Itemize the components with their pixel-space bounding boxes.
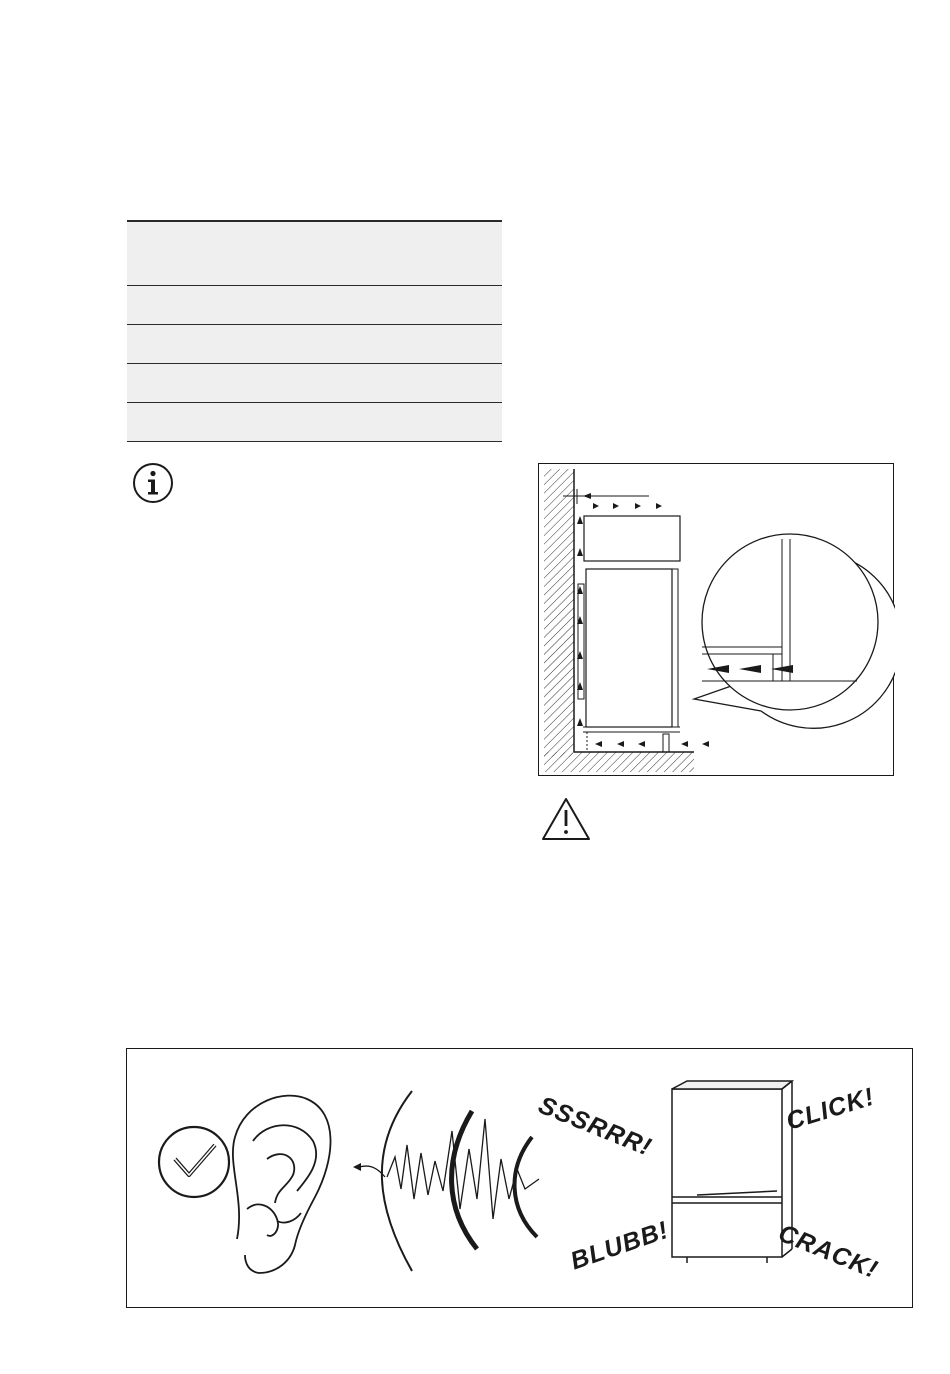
ventilation-figure — [538, 463, 894, 776]
ventilation-diagram — [539, 464, 895, 777]
table-cell — [127, 325, 502, 364]
table-header-row — [127, 221, 502, 286]
sound-label-sssrrr: SSSRRR! — [534, 1091, 656, 1162]
table-row — [127, 364, 502, 403]
table-cell — [127, 403, 502, 442]
fridge-drawing — [672, 1081, 792, 1263]
ear-icon — [233, 1096, 331, 1273]
checkmark-circle-icon — [159, 1127, 229, 1197]
sound-label-blubb: BLUBB! — [567, 1215, 673, 1276]
table-row — [127, 325, 502, 364]
table-header-cell — [127, 221, 502, 286]
table-cell — [127, 364, 502, 403]
info-icon — [131, 461, 175, 505]
table-row — [127, 403, 502, 442]
warning-triangle-icon — [541, 797, 591, 841]
data-table — [127, 220, 502, 442]
sound-label-crack: CRACK! — [774, 1219, 882, 1285]
table-row — [127, 286, 502, 325]
table-cell — [127, 286, 502, 325]
noise-panel — [126, 1048, 913, 1308]
noise-illustration — [127, 1049, 914, 1309]
sound-label-click: CLICK! — [783, 1082, 878, 1136]
